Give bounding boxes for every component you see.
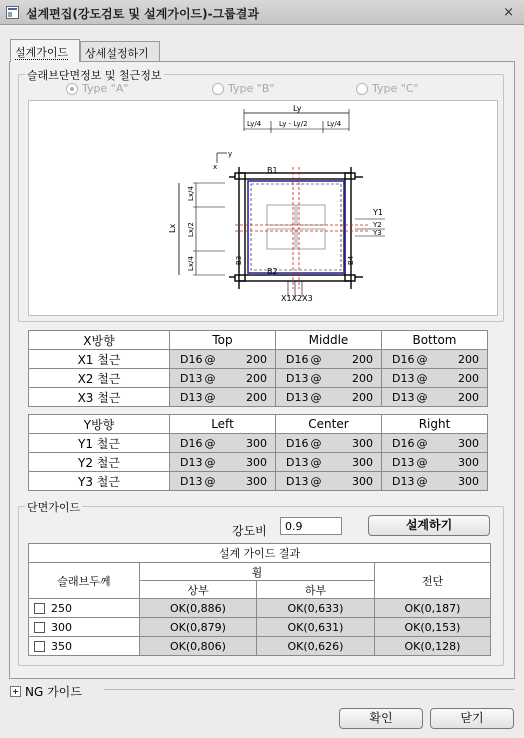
x-header-bottom: Bottom [382, 331, 488, 350]
axis-x-label: x [213, 163, 218, 171]
rebar-cell[interactable]: D13 @ 200 [170, 369, 276, 388]
table-row [29, 388, 488, 407]
axis-y-label: y [228, 150, 233, 158]
rebar-cell[interactable]: D13 @ 300 [276, 472, 382, 491]
b2-label: B2 [267, 267, 278, 276]
app-icon [6, 6, 19, 19]
b1-label: B1 [267, 166, 278, 175]
rebar-cell[interactable]: D16 @ 300 [276, 434, 382, 453]
radio-type-c[interactable]: Type "C" [356, 82, 419, 95]
lx4-bot-label: Lx/4 [187, 256, 195, 271]
rebar-cell[interactable]: D13 @ 300 [382, 472, 488, 491]
rebar-cell[interactable]: D16 @ 200 [170, 350, 276, 369]
strength-ratio-input[interactable]: 0.9 [280, 517, 342, 535]
lx2-label: Lx/2 [187, 222, 195, 237]
x-header-top: Top [170, 331, 276, 350]
thickness-cell[interactable]: 300 [29, 618, 140, 637]
row-label: X3 철근 [29, 388, 170, 407]
rebar-cell[interactable]: D13 @ 200 [276, 369, 382, 388]
rebar-cell[interactable]: D16 @ 300 [170, 434, 276, 453]
col-bending: 휨 [140, 563, 375, 581]
rebar-cell[interactable]: D13 @ 200 [170, 388, 276, 407]
ly-mid-label: Ly - Ly/2 [279, 120, 308, 128]
top-result: OK(0,879) [140, 618, 257, 637]
shear-result: OK(0,128) [375, 637, 491, 656]
bottom-result: OK(0,633) [257, 599, 375, 618]
x-rebar-table [28, 330, 488, 407]
radio-dot [66, 83, 78, 95]
x-header-middle: Middle [276, 331, 382, 350]
y-header-dir: Y방향 [29, 415, 170, 434]
row-label: X1 철근 [29, 350, 170, 369]
checkbox-300[interactable] [34, 622, 45, 633]
rebar-cell[interactable]: D16 @ 200 [382, 350, 488, 369]
title-bar [0, 0, 524, 25]
row-label: Y1 철근 [29, 434, 170, 453]
table-row [29, 369, 488, 388]
row-label: Y2 철근 [29, 453, 170, 472]
ng-guide-label: NG 가이드 [25, 685, 82, 699]
table-row [29, 472, 488, 491]
radio-type-a[interactable]: Type "A" [66, 82, 128, 95]
design-button[interactable]: 설계하기 [368, 515, 490, 536]
tab-detail-settings[interactable]: 상세설정하기 [80, 41, 160, 61]
table-row [29, 618, 491, 637]
y-rebar-table [28, 414, 488, 491]
rebar-cell[interactable]: D13 @ 300 [170, 453, 276, 472]
slab-info-legend: 슬래브단면정보 및 철근정보 [27, 69, 162, 82]
divider [104, 689, 514, 690]
table-row [29, 434, 488, 453]
section-guide-legend: 단면가이드 [27, 501, 81, 514]
col-bottom: 하부 [257, 581, 375, 599]
slab-diagram [28, 100, 498, 316]
x-header-dir: X방향 [29, 331, 170, 350]
rebar-cell[interactable]: D13 @ 300 [276, 453, 382, 472]
close-icon[interactable]: × [503, 5, 514, 20]
ng-guide-toggle[interactable] [10, 683, 82, 700]
col-shear: 전단 [375, 563, 491, 599]
checkbox-350[interactable] [34, 641, 45, 652]
thickness-cell[interactable]: 250 [29, 599, 140, 618]
radio-type-b[interactable]: Type "B" [212, 82, 274, 95]
ly4-left-label: Ly/4 [247, 120, 262, 128]
bottom-result: OK(0,631) [257, 618, 375, 637]
lx-label: Lx [168, 223, 177, 233]
row-label: Y3 철근 [29, 472, 170, 491]
col-top: 상부 [140, 581, 257, 599]
rebar-cell[interactable]: D13 @ 200 [382, 388, 488, 407]
expand-plus-icon[interactable] [10, 686, 21, 697]
thickness-cell[interactable]: 350 [29, 637, 140, 656]
y1-label: Y1 [373, 208, 383, 217]
ly-label: Ly [293, 104, 302, 113]
table-row [29, 599, 491, 618]
top-result: OK(0,886) [140, 599, 257, 618]
window-title: 설계편집(강도검토 및 설계가이드)-그룹결과 [26, 7, 259, 21]
table-row [29, 350, 488, 369]
rebar-cell[interactable]: D16 @ 200 [276, 350, 382, 369]
result-title: 설계 가이드 결과 [29, 544, 491, 563]
rebar-cell[interactable]: D13 @ 200 [276, 388, 382, 407]
shear-result: OK(0,153) [375, 618, 491, 637]
shear-result: OK(0,187) [375, 599, 491, 618]
y-header-center: Center [276, 415, 382, 434]
rebar-cell[interactable]: D16 @ 300 [382, 434, 488, 453]
col-thickness: 슬래브두께 [29, 563, 140, 599]
row-label: X2 철근 [29, 369, 170, 388]
table-row [29, 637, 491, 656]
y-header-right: Right [382, 415, 488, 434]
y-header-left: Left [170, 415, 276, 434]
b3-label: B3 [235, 255, 243, 265]
ly4-right-label: Ly/4 [327, 120, 342, 128]
radio-dot [212, 83, 224, 95]
rebar-cell[interactable]: D13 @ 300 [170, 472, 276, 491]
table-row [29, 453, 488, 472]
y2-label: Y2 [373, 221, 382, 229]
close-button[interactable]: 닫기 [430, 708, 514, 729]
radio-dot [356, 83, 368, 95]
ok-button[interactable]: 확인 [339, 708, 423, 729]
lx4-top-label: Lx/4 [187, 186, 195, 201]
rebar-cell[interactable]: D13 @ 200 [382, 369, 488, 388]
bottom-result: OK(0,626) [257, 637, 375, 656]
rebar-cell[interactable]: D13 @ 300 [382, 453, 488, 472]
y3-label: Y3 [373, 229, 382, 237]
b4-label: B4 [347, 255, 355, 265]
checkbox-250[interactable] [34, 603, 45, 614]
tab-design-guide[interactable]: 설계가이드 [10, 39, 80, 62]
x123-label: X1X2X3 [281, 294, 313, 303]
strength-ratio-label: 강도비 [232, 524, 267, 538]
top-result: OK(0,806) [140, 637, 257, 656]
guide-result-table [28, 543, 491, 656]
